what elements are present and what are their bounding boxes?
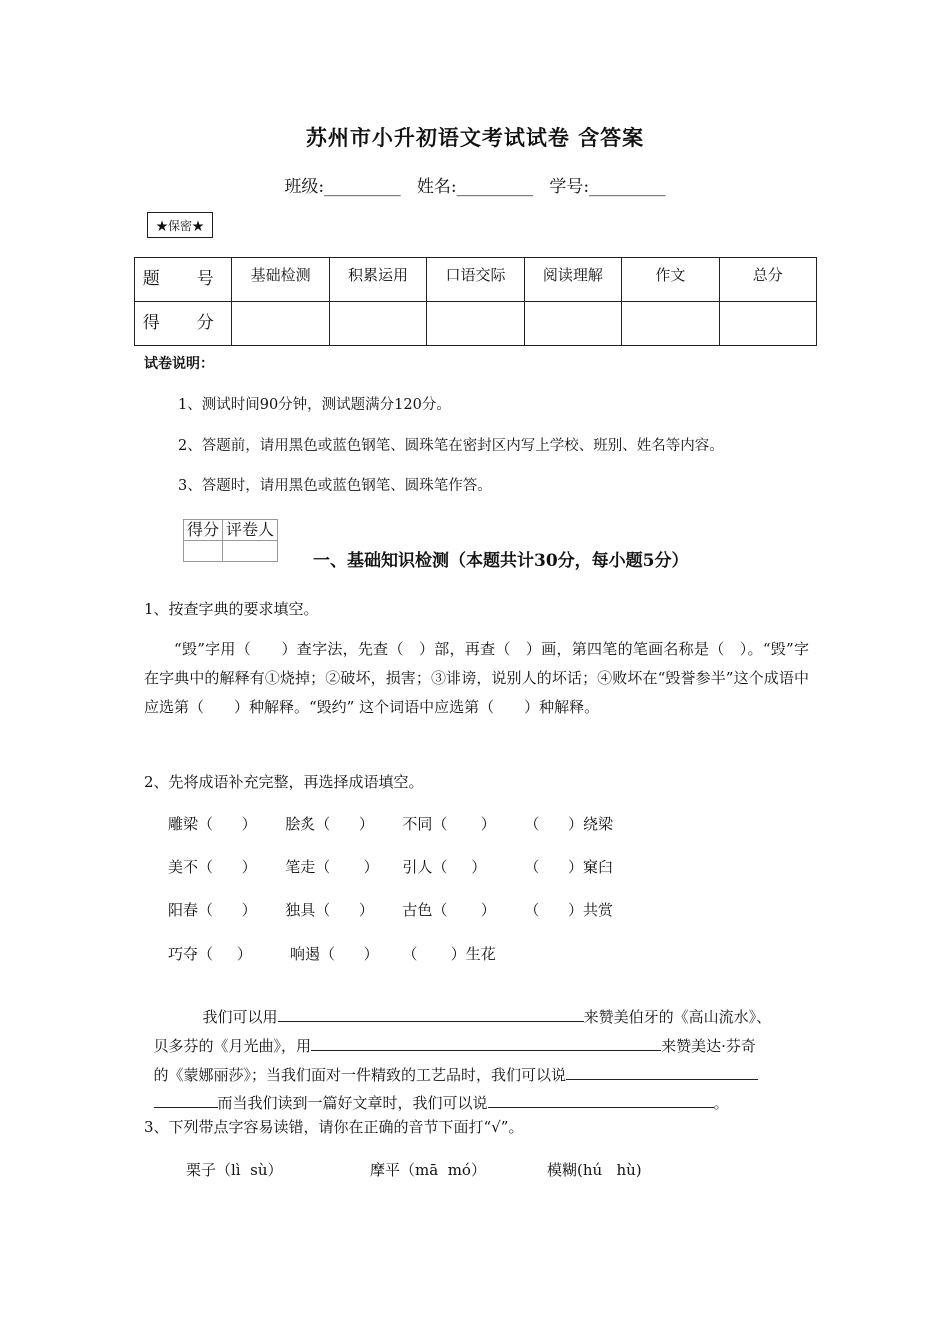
notes-title: 试卷说明： bbox=[144, 356, 214, 372]
grader-box bbox=[183, 519, 278, 562]
secret-label: ★保密★ bbox=[147, 212, 213, 238]
score-table-cell: 作文 bbox=[622, 258, 719, 302]
fill-text: 。 bbox=[713, 1094, 729, 1112]
idiom-row: 雕梁（ ） 脍炙（ ） 不同（ ） （ ）绕梁 bbox=[168, 815, 614, 833]
fill-line-4 bbox=[144, 1073, 729, 1113]
grader-score-cell[interactable] bbox=[184, 541, 223, 562]
grader-name-label: 评卷人 bbox=[223, 520, 278, 541]
question-1-body: “毁”字用（ ）查字法，先查（ ）部，再查（ ）画，第四笔的笔画名称是（ ）。“毁”字在字典中的解释有①烧掉；②破坏，损害；③诽谤，说别人的坏话；④败坏在“毁誉参半”这个成语中应选第（ ）种解释。“毁约” 这个词语中应选第（ ）种解释。 bbox=[144, 640, 809, 716]
fill-text: 贝多芬的《月光曲》，用 bbox=[153, 1037, 312, 1055]
fill-text: 的《蒙娜丽莎》；当我们面对一件精致的工艺品时，我们可以说 bbox=[153, 1066, 567, 1084]
score-table-cell: 总分 bbox=[719, 258, 816, 302]
score-table-header-row bbox=[135, 258, 817, 302]
pinyin-item: 栗子（lì sù） bbox=[186, 1161, 283, 1179]
student-info-line: 班级:_________ 姓名:_________ 学号:_________ bbox=[284, 177, 666, 197]
idiom-row: 美不（ ） 笔走（ ） 引人（ ） （ ）窠臼 bbox=[168, 858, 614, 876]
fill-text: 而当我们读到一篇好文章时，我们可以说 bbox=[217, 1094, 488, 1112]
pinyin-item: 摩平（mā mó） bbox=[370, 1161, 486, 1179]
idiom-row: 巧夺（ ） 响遏（ ） （ ）生花 bbox=[168, 945, 496, 963]
score-input-cell[interactable] bbox=[524, 302, 621, 346]
score-table-cell: 基础检测 bbox=[232, 258, 329, 302]
pinyin-item: 模糊(hú hù) bbox=[547, 1161, 642, 1179]
fill-text: 我们可以用 bbox=[202, 1008, 278, 1026]
fill-blank[interactable] bbox=[488, 1091, 714, 1108]
section-heading: 一、基础知识检测（本题共计30分，每小题5分） bbox=[313, 551, 689, 571]
score-table-cell: 阅读理解 bbox=[524, 258, 621, 302]
idiom-row: 阳春（ ） 独具（ ） 古色（ ） （ ）共赏 bbox=[168, 901, 614, 919]
note-item: 1、测试时间90分钟，测试题满分120分。 bbox=[178, 397, 451, 413]
score-input-cell[interactable] bbox=[329, 302, 426, 346]
question-2-prompt: 2、先将成语补充完整，再选择成语填空。 bbox=[144, 773, 424, 791]
fill-text: 来赞美伯牙的《高山流水》、 bbox=[583, 1008, 772, 1026]
score-table-cell: 得 分 bbox=[135, 302, 232, 346]
fill-blank[interactable] bbox=[154, 1091, 218, 1108]
note-item: 3、答题时，请用黑色或蓝色钢笔、圆珠笔作答。 bbox=[178, 478, 492, 494]
score-input-cell[interactable] bbox=[622, 302, 719, 346]
score-table-cell: 题 号 bbox=[135, 258, 232, 302]
score-input-cell[interactable] bbox=[232, 302, 329, 346]
fill-text: 来赞美达·芬奇 bbox=[661, 1037, 756, 1055]
grader-name-cell[interactable] bbox=[223, 541, 278, 562]
score-table-cell: 口语交际 bbox=[427, 258, 524, 302]
score-table-score-row bbox=[135, 302, 817, 346]
question-1-prompt: 1、按查字典的要求填空。 bbox=[144, 600, 319, 618]
grader-score-label: 得分 bbox=[184, 520, 223, 541]
score-table bbox=[134, 257, 817, 346]
page-title: 苏州市小升初语文考试试卷 含答案 bbox=[305, 125, 645, 150]
score-input-cell[interactable] bbox=[427, 302, 524, 346]
note-item: 2、答题前，请用黑色或蓝色钢笔、圆珠笔在密封区内写上学校、班别、姓名等内容。 bbox=[178, 438, 724, 454]
score-table-cell: 积累运用 bbox=[329, 258, 426, 302]
question-3-prompt: 3、下列带点字容易读错，请你在正确的音节下面打“√”。 bbox=[144, 1118, 524, 1136]
score-input-cell[interactable] bbox=[719, 302, 816, 346]
